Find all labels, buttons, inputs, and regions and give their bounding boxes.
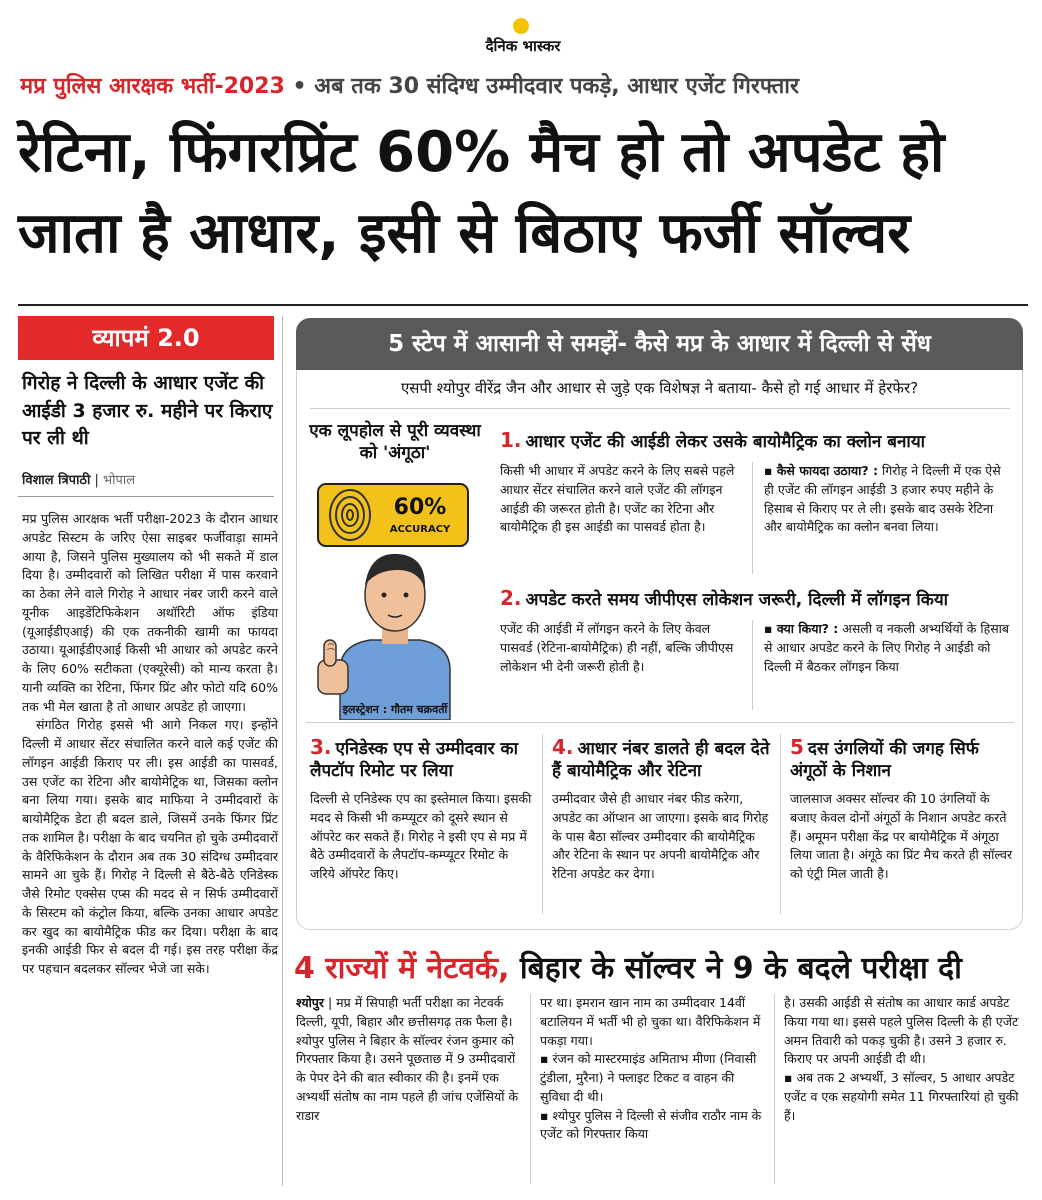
bottom-headline-red: 4 राज्यों में नेटवर्क, (294, 951, 510, 986)
illustration-thumbprint-man (300, 470, 490, 720)
step-1-divider (752, 462, 753, 574)
step-5-text: जालसाज अक्सर सॉल्वर की 10 उंगलियों के बजाए केवल दोनों अंगूठों के निशान अपडेट करते हैं। अमूमन परीक्षा केंद्र पर बायोमैट्रिक में अंगूठा लिया जाता है। अंगूठे का प्रिंट मैच करते ही सॉल्वर को एंट्री मिल जाती है। (790, 791, 1013, 881)
step-2-text-b: असली व नकली अभ्यर्थियों के हिसाब से आधार अपडेट करने के लिए गिरोह ने आईडी को दिल्ली में बैठकर लॉगइन किया (764, 621, 1010, 674)
headline-line-2: जाता है आधार, इसी से बिठाए फर्जी सॉल्वर (18, 201, 911, 267)
step-2-label-b: ▪ क्या किया? : (764, 621, 839, 636)
section-tag: व्यापमं 2.0 (18, 316, 274, 360)
step-4-divider (780, 734, 781, 914)
step-2-text-a: एजेंट की आईडी में लॉगइन करने के लिए केवल पासवर्ड (रेटिना-बायोमैट्रिक) ही नहीं, बल्कि जीपीएस लोकेशन भी देनी जरूरी होती है। (500, 621, 734, 674)
bottom-column-3: है। उसकी आईडी से संतोष का आधार कार्ड अपडेट किया गया था। इससे पहले पुलिस दिल्ली के ही एजेंट अमन तिवारी को पकड़ चुकी है। उसने 3 हजार रु. किराए पर अपनी आईडी दी थी। ▪ अब तक 2 अभ्यर्थी, 3 सॉल्वर, 5 आधार अपडेट एजेंट व एक सहयोगी समेत 11 गिरफ्तारियां हो चुकी हैं। (784, 995, 1019, 1123)
byline-place: भोपाल (103, 473, 136, 488)
bottom-divider-2 (774, 994, 775, 1184)
step-5-number: 5 (790, 735, 804, 759)
kicker (20, 70, 1030, 110)
bottom-column-1 (296, 994, 522, 1125)
byline-separator: | (90, 473, 104, 488)
explainer-intro: एसपी श्योपुर वीरेंद्र जैन और आधार से जुड़े एक विशेषज्ञ ने बताया- कैसे हो गई आधार में हेरफेर? (400, 379, 919, 397)
bottom-column-2: पर था। इमरान खान नाम का उम्मीदवार 14वीं बटालियन में भर्ती भी हो चुका था। वैरिफिकेशन में पकड़ा गया। ▪ रंजन को मास्टरमाइंड अमिताभ मीणा (निवासी टुंडीला, मुरैना) ने फ्लाइट टिकट व वाहन की सुविधा दी थी। ▪ श्योपुर पुलिस ने दिल्ली से संजीव राठौर नाम के एजेंट को गिरफ्तार किया (540, 995, 762, 1142)
byline-name: विशाल त्रिपाठी (22, 473, 91, 488)
step-3-divider (542, 734, 543, 914)
step-2-column-b (764, 620, 1014, 676)
masthead-logo (458, 6, 588, 58)
step-1-text-b: गिरोह ने दिल्ली में एक ऐसे ही एजेंट की लॉगइन आईडी 3 हजार रुपए महीने के हिसाब से किराए पर ले ली। इसके बाद उसके रेटिना और बायोमैट्रिक का क्लोन बनवा लिया। (764, 463, 1001, 535)
step-2-number: 2. (500, 586, 522, 610)
left-paragraph-1: मप्र पुलिस आरक्षक भर्ती परीक्षा-2023 के दौरान आधार अपडेट सिस्टम के जरिए ऐसा साइबर फर्जीवाड़ा सामने आया है, जिसने पुलिस मुख्यालय को भी सकते में डाल दिया है। उम्मीदवारों को लिखित परीक्षा में पास करवाने का ठेका लेने वाले गिरोह ने आधार नंबर जारी करने वाले यूनीक आइडेंटिफिकेशन अथॉरिटी ऑफ इंडिया (यूआईडीएआई) की एक तकनीकी खामी का फायदा उठाया। यूआईडीएआई किसी भी आधार को अपडेट करने के लिए 60% सटीकता (एक्यूरेसी) को मान्य करता है। यानी व्यक्ति का रेटिना, फिंगर प्रिंट और फोटो यदि 60% तक भी मेल खाता है तो आधार अपडेट हो जाएगा। (22, 511, 278, 714)
step-1-label-b: ▪ कैसे फायदा उठाया? : (764, 463, 879, 478)
step-1-heading: आधार एजेंट की आईडी लेकर उसके बायोमैट्रिक का क्लोन बनाया (525, 432, 926, 452)
step-4-heading: आधार नंबर डालते ही बदल देते हैं बायोमैट्रिक और रेटिना (552, 739, 770, 782)
headline-line-1: रेटिना, फिंगरप्रिंट 60% मैच हो तो अपडेट हो (18, 120, 945, 185)
explainer-intro-divider (310, 408, 1010, 409)
step-5-heading: दस उंगलियों की जगह सिर्फ अंगूठों के निशान (790, 739, 979, 782)
headline-divider (18, 304, 1028, 306)
kicker-text: अब तक 30 संदिग्ध उम्मीदवार पकड़े, आधार एजेंट गिरफ्तार (314, 74, 800, 99)
step-4-title (552, 734, 772, 782)
step-2-divider (752, 620, 753, 710)
badge-percent: 60% (393, 495, 447, 520)
step-3-title (310, 734, 535, 782)
step-5-title (790, 734, 1015, 782)
dateline: श्योपुर (296, 995, 325, 1010)
steps-row-divider (306, 722, 1014, 723)
bottom-divider-1 (530, 994, 531, 1184)
column-divider (282, 316, 283, 1186)
illustration-credit: इलस्ट्रेशन : गौतम चक्रवर्ती (342, 703, 448, 716)
step-3-heading: एनिडेस्क एप से उम्मीदवार का लैपटॉप रिमोट पर लिया (310, 739, 519, 782)
headline (18, 112, 1028, 302)
step-2-title (500, 586, 948, 610)
step-3-number: 3. (310, 735, 332, 759)
sun-icon (513, 18, 529, 34)
explainer-header: 5 स्टेप में आसानी से समझें- कैसे मप्र के आधार में दिल्ली से सेंध (296, 318, 1023, 370)
step-3-text: दिल्ली से एनिडेस्क एप का इस्तेमाल किया। इसकी मदद से किसी भी कम्प्यूटर को दूसरे स्थान से ऑपरेट कर सकते हैं। गिरोह ने इसी एप से मप्र में बैठे उम्मीदवारों के लैपटॉप-कम्प्यूटर रिमोट के जरिये ऑपरेट किए। (310, 791, 532, 881)
kicker-series: मप्र पुलिस आरक्षक भर्ती-2023 (20, 74, 285, 99)
step-2-heading: अपडेट करते समय जीपीएस लोकेशन जरूरी, दिल्ली में लॉगइन किया (525, 590, 949, 610)
bottom-column-1-text: | मप्र में सिपाही भर्ती परीक्षा का नेटवर्क दिल्ली, यूपी, बिहार और छत्तीसगढ़ तक फैला है। श्योपुर पुलिस ने बिहार के सॉल्वर रंजन कुमार को गिरफ्तार किया है। उसने पूछताछ में 9 उम्मीदवारों के पेपर देने की बात स्वीकार की है। इनमें एक अभ्यर्थी संतोष का नाम पहले ही जांच एजेंसियों के राडार (296, 995, 519, 1123)
newspaper-name: दैनिक भास्कर (485, 37, 561, 55)
illustration-title: एक लूपहोल से पूरी व्यवस्था को 'अंगूठा' (309, 421, 481, 464)
step-4-text: उम्मीदवार जैसे ही आधार नंबर फीड करेगा, अपडेट का ऑप्शन आ जाएगा। इसके बाद गिरोह के पास बैठा सॉल्वर उम्मीदवार की बायोमैट्रिक और रेटिना के स्थान पर अपनी बायोमैट्रिक और रेटिना अपडेट कर देगा। (552, 791, 769, 881)
step-1-title (500, 428, 925, 452)
step-1-number: 1. (500, 428, 522, 452)
left-subhead: गिरोह ने दिल्ली के आधार एजेंट की आईडी 3 हजार रु. महीने पर किराए पर ली थी (22, 372, 273, 450)
bottom-headline-black: बिहार के सॉल्वर ने 9 के बदले परीक्षा दी (509, 951, 962, 986)
byline-divider (18, 496, 274, 497)
kicker-bullet: • (292, 74, 307, 99)
bottom-headline (294, 946, 1024, 987)
step-4-number: 4. (552, 735, 574, 759)
left-paragraph-2: संगठित गिरोह इससे भी आगे निकल गए। इन्होंने दिल्ली में आधार सेंटर संचालित करने वाले कई एजेंट की लॉगइन आईडी किराए पर ली। इस आईडी का पासवर्ड, उस एजेंट का रेटिना और बायोमेट्रिक था, जिसका क्लोन बना लिया गया। इसके बाद माफिया ने उम्मीदवारों के बायोमैट्रिक डेटा ही बदल डाले, जिसमें उनके फिंगर प्रिंट तक शामिल है। परीक्षा के बाद चयनित हो चुके उम्मीदवारों के वैरिफिकेशन के दौरान अब तक 30 संदिग्ध उम्मीदवार सामने आ चुके हैं। गिरोह ने दिल्ली से बैठे-बैठे एनिडेस्क जैसे रिमोट एक्सेस एप्स की मदद से न सिर्फ उम्मीदवारों के सिस्टम को कंट्रोल किया, बल्कि उनका आधार अपडेट कर खुद का बायोमैट्रिक फीड कर दिया। परीक्षा के बाद इनकी आईडी फिर से बदल दी गई। इस तरह परीक्षा केंद्र पर पहचान बदलकर सॉल्वर भेजे जा सके। (22, 717, 278, 976)
step-1-text-a: किसी भी आधार में अपडेट करने के लिए सबसे पहले आधार सेंटर संचालित करने वाले एजेंट की लॉगइन आईडी की जरूरत होती है। एजेंट का रेटिना और बायोमैट्रिक ही इस आईडी का पासवर्ड होता है। (500, 463, 735, 535)
byline (22, 470, 278, 488)
step-1-column-b (764, 462, 1014, 537)
left-body (22, 510, 278, 979)
badge-label: ACCURACY (389, 524, 451, 535)
